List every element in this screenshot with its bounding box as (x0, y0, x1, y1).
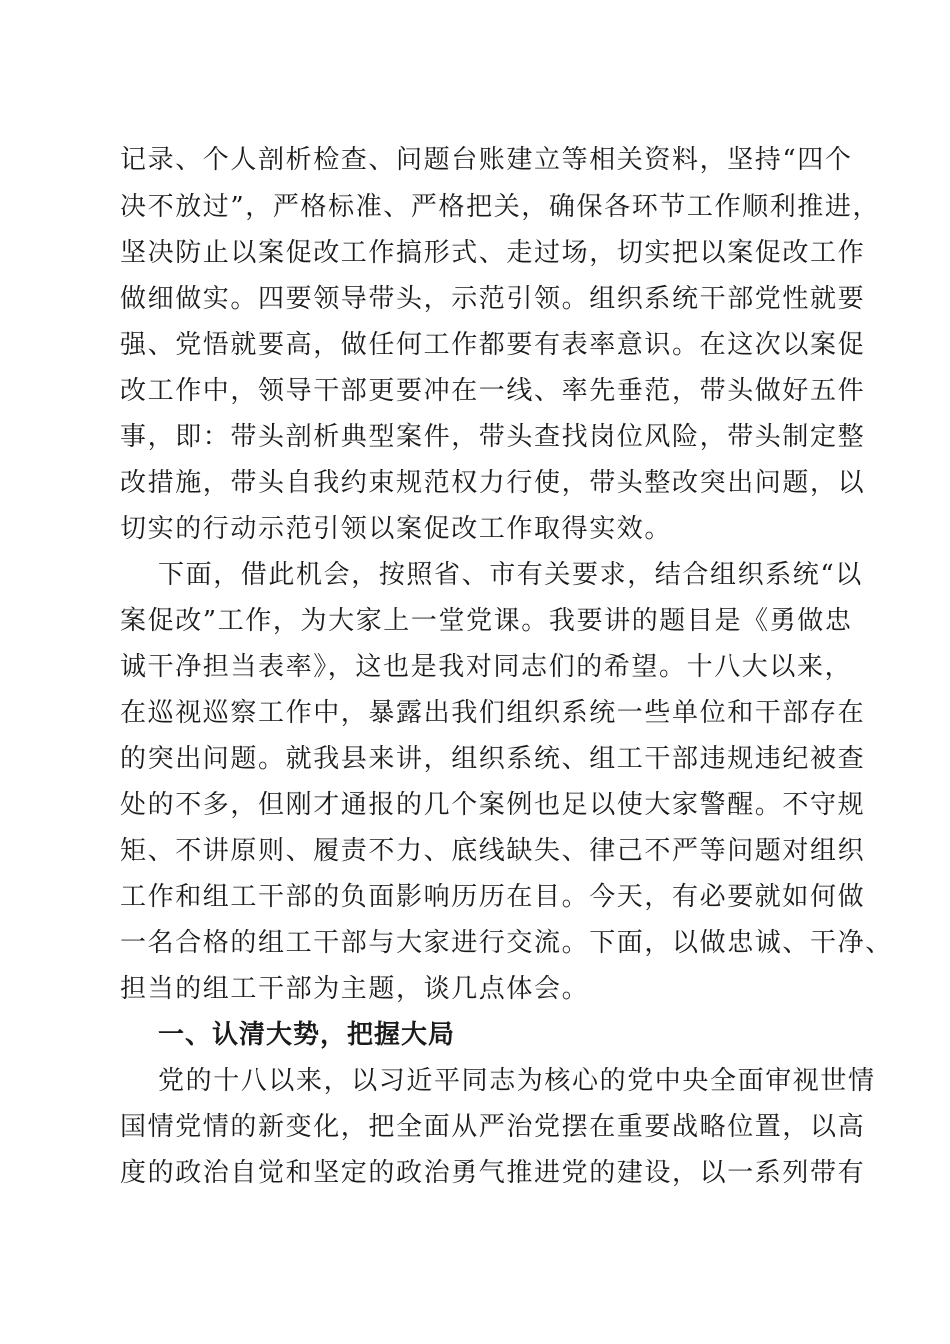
text-line: 切实的行动示范引领以案促改工作取得实效。 (120, 514, 673, 544)
text-line: 坚决防止以案促改工作搞形式、走过场，切实把以案促改工作 (120, 238, 866, 268)
text-line: 担当的组工干部为主题，谈几点体会。 (120, 974, 590, 1004)
text-line: 度的政治自觉和坚定的政治勇气推进党的建设，以一系列带有 (120, 1158, 866, 1188)
paragraph-first-line: 党的十八以来，以习近平同志为核心的党中央全面审视世情 (158, 1066, 876, 1096)
text-line: 诚干净担当表率》，这也是我对同志们的希望。十八大以来， (120, 652, 853, 682)
text-line: 的突出问题。就我县来讲，组织系统、组工干部违规违纪被查 (120, 744, 866, 774)
text-line: 改措施，带头自我约束规范权力行使，带头整改突出问题，以 (120, 468, 866, 498)
text-line: 案促改”工作，为大家上一堂党课。我要讲的题目是《勇做忠 (120, 606, 853, 636)
text-line: 一名合格的组工干部与大家进行交流。下面，以做忠诚、干净、 (120, 928, 893, 958)
section-heading: 一、认清大势，把握大局 (158, 1020, 456, 1050)
text-line: 在巡视巡察工作中，暴露出我们组织系统一些单位和干部存在 (120, 698, 866, 728)
text-line: 国情党情的新变化，把全面从严治党摆在重要战略位置，以高 (120, 1112, 866, 1142)
text-line: 决不放过”，严格标准、严格把关，确保各环节工作顺利推进， (120, 192, 881, 222)
text-line: 事，即：带头剖析典型案件，带头查找岗位风险，带头制定整 (120, 422, 866, 452)
text-line: 工作和组工干部的负面影响历历在目。今天，有必要就如何做 (120, 882, 866, 912)
text-line: 做细做实。四要领导带头，示范引领。组织系统干部党性就要 (120, 284, 866, 314)
text-line: 强、党悟就要高，做任何工作都要有表率意识。在这次以案促 (120, 330, 866, 360)
paragraph-first-line: 下面，借此机会，按照省、市有关要求，结合组织系统“以 (158, 560, 863, 590)
text-line: 记录、个人剖析检查、问题台账建立等相关资料，坚持“四个 (120, 145, 853, 175)
text-line: 处的不多，但刚才通报的几个案例也足以使大家警醒。不守规 (120, 790, 866, 820)
text-line: 改工作中，领导干部更要冲在一线、率先垂范，带头做好五件 (120, 376, 866, 406)
text-line: 矩、不讲原则、履责不力、底线缺失、律己不严等问题对组织 (120, 836, 866, 866)
